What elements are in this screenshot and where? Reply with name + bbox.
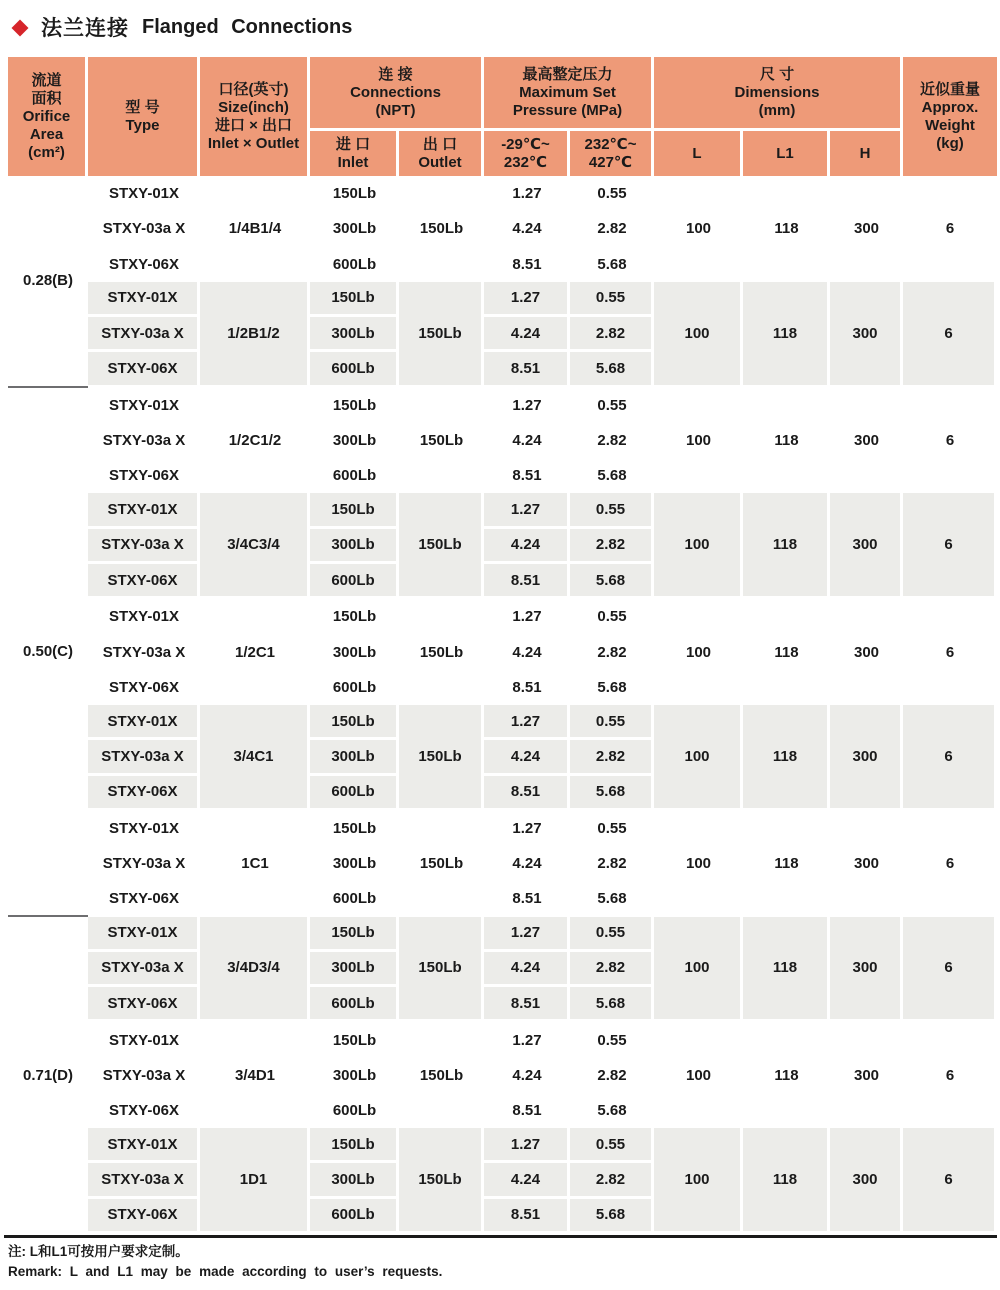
type-cell: STXY-06X [108,1102,180,1120]
type-cell: STXY-03a X [102,431,186,449]
weight-cell: 6 [945,220,955,238]
col-header-L: L [654,131,743,176]
dim-H-cell: 300 [830,1128,903,1234]
header-line: 口径(英寸) [218,80,289,98]
pressure-high-temp-cell: 0.55 [570,917,654,952]
inlet-rating-cell: 300Lb [310,317,399,352]
header-line: 面积 [31,89,62,107]
inlet-rating-cell: 300Lb [332,1066,377,1084]
inlet-rating-cell: 600Lb [310,776,399,811]
inlet-rating-cell: 150Lb [332,396,377,414]
header-line: (NPT) [375,101,416,119]
table-header [8,57,997,176]
pressure-high-temp-cell: 5.68 [570,352,654,387]
header-line: 427℃ [588,153,633,171]
pressure-low-temp-cell: 8.51 [512,467,542,485]
header-line: Type [125,116,160,134]
pressure-low-temp-cell: 4.24 [512,855,542,873]
col-header-max-set-pressure [484,57,654,131]
inlet-rating-cell: 150Lb [332,1031,377,1049]
type-cell: STXY-06X [108,255,180,273]
type-cell: STXY-03a X [88,1163,200,1198]
type-cell: STXY-01X [108,1031,180,1049]
pressure-low-temp-cell: 1.27 [484,1128,570,1163]
header-line: 进 口 [335,135,371,153]
header-line: -29℃~ [501,135,550,153]
dim-L-cell: 100 [654,282,743,388]
header-line: Connections [350,83,441,101]
dim-L-cell: 100 [654,1128,743,1234]
pressure-low-temp-cell: 8.51 [484,352,570,387]
inlet-rating-cell: 300Lb [332,220,377,238]
pressure-low-temp-cell: 8.51 [484,564,570,599]
inlet-rating-cell: 150Lb [310,493,399,528]
weight-cell: 6 [903,917,997,1023]
pressure-high-temp-cell: 5.68 [570,987,654,1022]
dim-H-cell: 300 [830,917,903,1023]
page-title [11,12,352,42]
outlet-rating-cell: 150Lb [419,220,464,238]
pressure-high-temp-cell: 0.55 [570,1128,654,1163]
dim-L1-cell: 118 [774,220,799,238]
inlet-rating-cell: 300Lb [332,431,377,449]
col-header-orifice-area [8,57,88,176]
pressure-high-temp-cell: 2.82 [570,529,654,564]
pressure-low-temp-cell: 1.27 [512,608,542,626]
pressure-high-temp-cell: 5.68 [597,678,627,696]
inlet-rating-cell: 300Lb [310,740,399,775]
orifice-area-cell: 0.28(B) [8,176,88,388]
pressure-low-temp-cell: 1.27 [512,396,542,414]
weight-cell: 6 [903,493,997,599]
pressure-low-temp-cell: 1.27 [484,705,570,740]
pressure-high-temp-cell: 5.68 [597,255,627,273]
header-line: 进口 × 出口 [214,116,293,134]
col-header-dimensions [654,57,903,131]
inlet-rating-cell: 600Lb [332,255,377,273]
header-line: 近似重量 [919,80,980,98]
header-line: Weight [925,116,975,134]
outlet-rating-cell: 150Lb [399,705,484,811]
dim-L-cell: 100 [685,220,712,238]
col-header-H: H [830,131,903,176]
col-header-L1: L1 [743,131,830,176]
dim-L-cell: 100 [685,1066,712,1084]
size-cell: 1C1 [241,855,269,873]
orifice-area-cell: 0.71(D) [8,917,88,1234]
footnotes [8,1242,442,1282]
dim-L1-cell: 118 [743,1128,830,1234]
footnote-en: Remark: L and L1 may be made according to user’s requests. [8,1264,443,1279]
diamond-bullet-icon [12,20,29,37]
size-cell: 3/4C3/4 [200,493,310,599]
type-cell: STXY-06X [88,564,200,599]
size-cell: 1/2B1/2 [200,282,310,388]
pressure-high-temp-cell: 5.68 [597,467,627,485]
type-cell: STXY-01X [108,185,180,203]
pressure-high-temp-cell: 5.68 [570,1199,654,1234]
type-cell: STXY-01X [88,493,200,528]
pressure-low-temp-cell: 4.24 [512,643,542,661]
col-header-inlet [310,131,399,176]
pressure-low-temp-cell: 4.24 [484,740,570,775]
type-cell: STXY-06X [88,776,200,811]
dim-H-cell: 300 [830,705,903,811]
type-cell: STXY-03a X [88,317,200,352]
header-line: Dimensions [734,83,820,101]
pressure-low-temp-cell: 1.27 [512,185,542,203]
pressure-low-temp-cell: 1.27 [484,493,570,528]
header-line: Inlet × Outlet [207,134,300,152]
col-header-approx-weight [903,57,997,176]
type-cell: STXY-06X [108,467,180,485]
pressure-low-temp-cell: 8.51 [512,1102,542,1120]
pressure-low-temp-cell: 4.24 [484,1163,570,1198]
pressure-high-temp-cell: 0.55 [597,185,627,203]
inlet-rating-cell: 150Lb [332,185,377,203]
header-line: (mm) [758,101,796,119]
inlet-rating-cell: 600Lb [310,352,399,387]
header-line: Area [29,125,64,143]
inlet-rating-cell: 150Lb [310,705,399,740]
pressure-low-temp-cell: 1.27 [512,819,542,837]
table-body [8,176,997,1234]
pressure-low-temp-cell: 1.27 [484,282,570,317]
type-cell: STXY-01X [108,608,180,626]
pressure-low-temp-cell: 1.27 [512,1031,542,1049]
dim-H-cell: 300 [853,1066,880,1084]
dim-L-cell: 100 [654,493,743,599]
type-cell: STXY-03a X [88,529,200,564]
type-cell: STXY-03a X [102,220,186,238]
weight-cell: 6 [945,855,955,873]
header-line: Orifice [22,107,71,125]
inlet-rating-cell: 150Lb [332,608,377,626]
weight-cell: 6 [903,705,997,811]
inlet-rating-cell: 300Lb [310,1163,399,1198]
outlet-rating-cell: 150Lb [399,917,484,1023]
outlet-rating-cell: 150Lb [419,855,464,873]
pressure-low-temp-cell: 4.24 [484,529,570,564]
type-cell: STXY-06X [88,352,200,387]
header-line: Outlet [418,153,462,171]
type-cell: STXY-03a X [102,1066,186,1084]
pressure-high-temp-cell: 0.55 [570,282,654,317]
header-line: Maximum Set [519,83,616,101]
dim-H-cell: 300 [830,282,903,388]
pressure-high-temp-cell: 5.68 [597,890,627,908]
dim-H-cell: 300 [853,431,880,449]
table-bottom-rule [4,1235,997,1238]
pressure-high-temp-cell: 0.55 [570,705,654,740]
dim-L-cell: 100 [685,855,712,873]
col-header-outlet [399,131,484,176]
outlet-rating-cell: 150Lb [399,282,484,388]
pressure-high-temp-cell: 2.82 [597,431,627,449]
type-cell: STXY-06X [108,890,180,908]
size-cell: 3/4D3/4 [200,917,310,1023]
inlet-rating-cell: 300Lb [310,529,399,564]
type-cell: STXY-03a X [102,855,186,873]
header-line: 最高整定压力 [522,65,613,83]
type-cell: STXY-01X [88,282,200,317]
pressure-high-temp-cell: 0.55 [597,608,627,626]
pressure-high-temp-cell: 2.82 [570,1163,654,1198]
header-line: 连 接 [378,65,413,83]
pressure-high-temp-cell: 5.68 [570,776,654,811]
outlet-rating-cell: 150Lb [419,431,464,449]
pressure-low-temp-cell: 4.24 [484,317,570,352]
pressure-low-temp-cell: 8.51 [484,776,570,811]
pressure-high-temp-cell: 2.82 [597,855,627,873]
header-line: (cm²) [28,143,65,161]
type-cell: STXY-06X [88,1199,200,1234]
header-line: Approx. [921,98,979,116]
dim-L1-cell: 118 [743,493,830,599]
inlet-rating-cell: 600Lb [332,1102,377,1120]
inlet-rating-cell: 600Lb [332,890,377,908]
col-header-temp-high [570,131,654,176]
weight-cell: 6 [903,282,997,388]
header-line: (kg) [936,134,964,152]
dim-L-cell: 100 [654,705,743,811]
type-cell: STXY-01X [108,396,180,414]
pressure-high-temp-cell: 2.82 [570,952,654,987]
pressure-high-temp-cell: 0.55 [597,396,627,414]
dim-L1-cell: 118 [774,1066,799,1084]
pressure-low-temp-cell: 1.27 [484,917,570,952]
header-line: Pressure (MPa) [512,101,623,119]
pressure-low-temp-cell: 8.51 [512,255,542,273]
type-cell: STXY-06X [88,987,200,1022]
inlet-rating-cell: 600Lb [310,1199,399,1234]
size-cell: 1/2C1 [234,643,276,661]
dim-L-cell: 100 [654,917,743,1023]
dim-L1-cell: 118 [774,855,799,873]
pressure-high-temp-cell: 2.82 [570,740,654,775]
type-cell: STXY-01X [88,705,200,740]
inlet-rating-cell: 600Lb [332,467,377,485]
orifice-area-cell: 0.50(C) [8,388,88,917]
dim-L1-cell: 118 [743,705,830,811]
type-cell: STXY-01X [88,917,200,952]
inlet-rating-cell: 150Lb [310,1128,399,1163]
type-cell: STXY-03a X [102,643,186,661]
header-line: 232℃~ [584,135,637,153]
weight-cell: 6 [903,1128,997,1234]
dim-H-cell: 300 [830,493,903,599]
pressure-low-temp-cell: 4.24 [512,220,542,238]
inlet-rating-cell: 300Lb [332,855,377,873]
pressure-low-temp-cell: 8.51 [512,678,542,696]
page-title-zh: 法兰连接 [41,17,129,40]
flanged-connections-table [8,57,997,1234]
outlet-rating-cell: 150Lb [399,493,484,599]
size-cell: 3/4C1 [200,705,310,811]
header-line: Size(inch) [218,98,289,116]
dim-H-cell: 300 [853,643,880,661]
dim-L1-cell: 118 [743,282,830,388]
dim-L-cell: 100 [685,643,712,661]
inlet-rating-cell: 300Lb [310,952,399,987]
col-header-connections [310,57,484,131]
inlet-rating-cell: 600Lb [310,564,399,599]
pressure-high-temp-cell: 2.82 [570,317,654,352]
col-header-temp-low [484,131,570,176]
header-line: 232℃ [503,153,548,171]
header-line: 尺 寸 [759,65,795,83]
header-line: 流道 [31,71,62,89]
outlet-rating-cell: 150Lb [399,1128,484,1234]
outlet-rating-cell: 150Lb [419,1066,464,1084]
pressure-low-temp-cell: 4.24 [512,431,542,449]
weight-cell: 6 [945,431,955,449]
col-header-size [200,57,310,176]
dim-L1-cell: 118 [743,917,830,1023]
header-line: 出 口 [422,135,458,153]
inlet-rating-cell: 150Lb [332,819,377,837]
size-cell: 1/4B1/4 [228,220,282,238]
pressure-high-temp-cell: 0.55 [570,493,654,528]
dim-L-cell: 100 [685,431,712,449]
pressure-high-temp-cell: 2.82 [597,643,627,661]
dim-H-cell: 300 [853,220,880,238]
pressure-high-temp-cell: 0.55 [597,819,627,837]
header-line: Inlet [337,153,369,171]
inlet-rating-cell: 150Lb [310,282,399,317]
type-cell: STXY-01X [108,819,180,837]
footnote-zh: 注: L和L1可按用户要求定制。 [8,1244,189,1259]
dim-L1-cell: 118 [774,643,799,661]
pressure-high-temp-cell: 2.82 [597,1066,627,1084]
type-cell: STXY-03a X [88,952,200,987]
inlet-rating-cell: 600Lb [310,987,399,1022]
pressure-low-temp-cell: 4.24 [484,952,570,987]
pressure-low-temp-cell: 8.51 [484,1199,570,1234]
type-cell: STXY-03a X [88,740,200,775]
page-title-en: Flanged Connections [142,15,353,38]
weight-cell: 6 [945,643,955,661]
pressure-low-temp-cell: 4.24 [512,1066,542,1084]
pressure-high-temp-cell: 0.55 [597,1031,627,1049]
pressure-high-temp-cell: 5.68 [570,564,654,599]
outlet-rating-cell: 150Lb [419,643,464,661]
pressure-low-temp-cell: 8.51 [484,987,570,1022]
col-header-type [88,57,200,176]
pressure-low-temp-cell: 8.51 [512,890,542,908]
size-cell: 1/2C1/2 [228,431,282,449]
type-cell: STXY-06X [108,678,180,696]
inlet-rating-cell: 600Lb [332,678,377,696]
type-cell: STXY-01X [88,1128,200,1163]
inlet-rating-cell: 300Lb [332,643,377,661]
weight-cell: 6 [945,1066,955,1084]
size-cell: 1D1 [200,1128,310,1234]
dim-H-cell: 300 [853,855,880,873]
size-cell: 3/4D1 [234,1066,276,1084]
pressure-high-temp-cell: 5.68 [597,1102,627,1120]
pressure-high-temp-cell: 2.82 [597,220,627,238]
inlet-rating-cell: 150Lb [310,917,399,952]
header-line: 型 号 [125,98,160,116]
dim-L1-cell: 118 [774,431,799,449]
